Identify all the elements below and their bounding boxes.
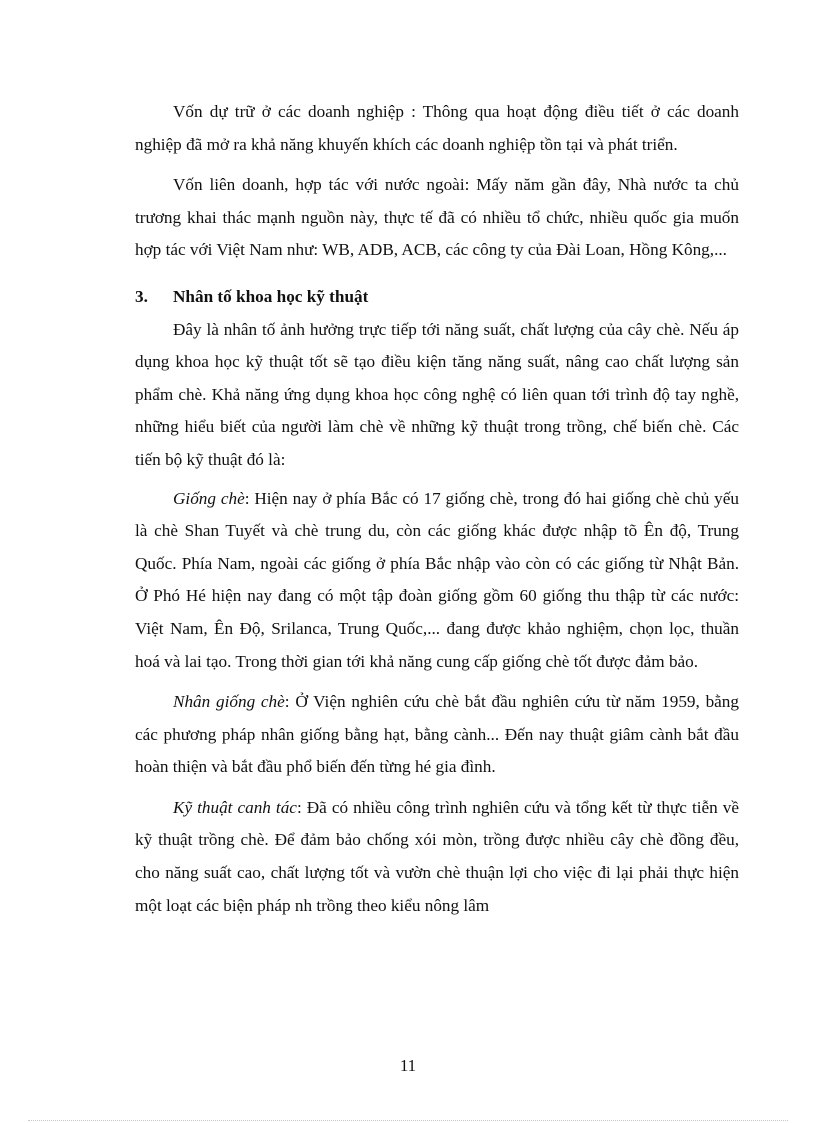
paragraph-tea-propagation [135, 686, 739, 784]
section-title: Nhân tố khoa học kỹ thuật [173, 286, 369, 306]
paragraph-reserve-capital: Vốn dự trữ ở các doanh nghiệp : Thông qua hoạt động điều tiết ở các doanh nghiệp đã mở ra khả năng khuyến khích các doanh nghiệp tồn tại và phát triển. [135, 102, 739, 154]
term-tea-varieties: Giống chè [173, 488, 245, 508]
term-tea-propagation: Nhân giống chè [173, 692, 285, 712]
paragraph-science-tech: Đây là nhân tố ảnh hưởng trực tiếp tới năng suất, chất lượng của cây chè. Nếu áp dụng khoa học kỹ thuật tốt sẽ tạo điều kiện tăng năng suất, nâng cao chất lượng sản phẩm chè. Khả năng ứng dụng khoa học công nghệ có liên quan tới trình độ tay nghề, những hiểu biết của người làm chè về những kỹ thuật trong trồng, chế biến chè. Các tiến bộ kỹ thuật đó là: [135, 319, 739, 469]
page-number: 11 [399, 1056, 417, 1075]
text-cultivation-technique: : Đã có nhiều công trình nghiên cứu và tổng kết từ thực tiễn về kỹ thuật trồng chè. Để đảm bảo chống xói mòn, trồng được nhiều cây chè đồng đều, cho năng suất cao, chất lượng tốt và vườn chè thuận lợi cho việc đi lại phải thực hiện một loạt các biện pháp nh trồng theo kiểu nông lâm [135, 797, 739, 915]
page-body [135, 96, 739, 930]
page-bottom-divider [28, 1120, 788, 1121]
text-tea-propagation: : Ở Viện nghiên cứu chè bắt đầu nghiên cứu từ năm 1959, bằng các phương pháp nhân giống bằng hạt, bằng cành... Đến nay thuật giâm cành bắt đầu hoàn thiện và bắt đầu phổ biến đến từng hé gia đình. [135, 692, 739, 777]
paragraph-tea-varieties [135, 483, 739, 679]
term-cultivation-technique: Kỹ thuật canh tác [173, 797, 297, 817]
section-number: 3. [135, 286, 148, 306]
section-heading [135, 281, 739, 314]
paragraph-cultivation-technique [135, 792, 739, 922]
text-tea-varieties: : Hiện nay ở phía Bắc có 17 giống chè, trong đó hai giống chè chủ yếu là chè Shan Tuyết và chè trung du, còn các giống khác được nhập tõ Ên độ, Trung Quốc. Phía Nam, ngoài các giống ở phía Bắc nhập vào còn có các giống từ Nhật Bản. Ở Phó Hé hiện nay đang có một tập đoàn giống gồm 60 giống thu thập từ các nước: Việt Nam, Ên Độ, Srilanca, Trung Quốc,... đang được khảo nghiệm, chọn lọc, thuần hoá và lai tạo. Trong thời gian tới khả năng cung cấp giống chè tốt được đảm bảo. [135, 488, 739, 671]
paragraph-joint-venture-capital: Vốn liên doanh, hợp tác với nước ngoài: Mấy năm gần đây, Nhà nước ta chủ trương khai thác mạnh nguồn này, thực tế đã có nhiều tổ chức, nhiều quốc gia muốn hợp tác với Việt Nam như: WB, ADB, ACB, các công ty của Đài Loan, Hồng Kông,... [135, 175, 739, 260]
